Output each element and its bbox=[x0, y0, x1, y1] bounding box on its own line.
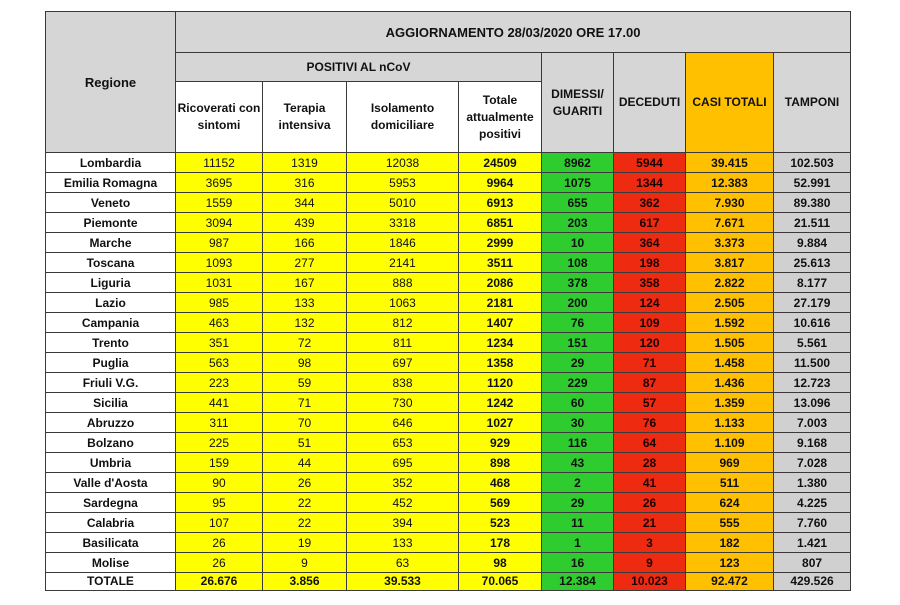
table-row bbox=[46, 473, 851, 493]
cell-casi-totali: 1.505 bbox=[686, 333, 774, 353]
cell-deceduti: 358 bbox=[614, 273, 686, 293]
cell-ricoverati: 3695 bbox=[176, 173, 263, 193]
cell-dimessi: 60 bbox=[542, 393, 614, 413]
cell-totale-positivi: 1120 bbox=[459, 373, 542, 393]
cell-isolamento: 394 bbox=[347, 513, 459, 533]
cell-dimessi: 11 bbox=[542, 513, 614, 533]
cell-terapia: 72 bbox=[263, 333, 347, 353]
cell-region: Campania bbox=[46, 313, 176, 333]
cell-totale-positivi: 1242 bbox=[459, 393, 542, 413]
cell-ricoverati: 11152 bbox=[176, 153, 263, 173]
cell-region: Lombardia bbox=[46, 153, 176, 173]
cell-casi-totali: 7.930 bbox=[686, 193, 774, 213]
cell-totale-positivi: 929 bbox=[459, 433, 542, 453]
cell-terapia: 344 bbox=[263, 193, 347, 213]
cell-ricoverati: 987 bbox=[176, 233, 263, 253]
cell-totale-positivi: 1407 bbox=[459, 313, 542, 333]
cell-isolamento: 646 bbox=[347, 413, 459, 433]
cell-terapia: 167 bbox=[263, 273, 347, 293]
cell-totale-positivi: 3511 bbox=[459, 253, 542, 273]
cell-ricoverati: 1093 bbox=[176, 253, 263, 273]
cell-terapia: 132 bbox=[263, 313, 347, 333]
cell-deceduti: 364 bbox=[614, 233, 686, 253]
cell-deceduti: 21 bbox=[614, 513, 686, 533]
cell-ricoverati: 26 bbox=[176, 533, 263, 553]
cell-terapia: 316 bbox=[263, 173, 347, 193]
cell-deceduti: 26 bbox=[614, 493, 686, 513]
cell-totale-positivi: 2999 bbox=[459, 233, 542, 253]
table-row bbox=[46, 553, 851, 573]
cell-tamponi: 7.760 bbox=[774, 513, 851, 533]
cell-casi-totali: 3.373 bbox=[686, 233, 774, 253]
cell-terapia: 70 bbox=[263, 413, 347, 433]
cell-region: Trento bbox=[46, 333, 176, 353]
covid-regions-table bbox=[45, 11, 851, 591]
cell-terapia: 51 bbox=[263, 433, 347, 453]
total-row bbox=[46, 573, 851, 591]
cell-tamponi: 11.500 bbox=[774, 353, 851, 373]
cell-totale-positivi: 523 bbox=[459, 513, 542, 533]
cell-deceduti: 9 bbox=[614, 553, 686, 573]
cell-casi-totali: 1.359 bbox=[686, 393, 774, 413]
cell-dimessi: 43 bbox=[542, 453, 614, 473]
cell-region: Puglia bbox=[46, 353, 176, 373]
table-row bbox=[46, 193, 851, 213]
cell-ricoverati: 225 bbox=[176, 433, 263, 453]
cell-isolamento: 352 bbox=[347, 473, 459, 493]
cell-ricoverati: 107 bbox=[176, 513, 263, 533]
cell-totale-positivi: 569 bbox=[459, 493, 542, 513]
update-title: AGGIORNAMENTO 28/03/2020 ORE 17.00 bbox=[176, 12, 851, 53]
cell-ricoverati: 26 bbox=[176, 553, 263, 573]
total-cell-totale-positivi: 70.065 bbox=[459, 573, 542, 591]
cell-tamponi: 5.561 bbox=[774, 333, 851, 353]
cell-dimessi: 1 bbox=[542, 533, 614, 553]
cell-region: Sicilia bbox=[46, 393, 176, 413]
cell-terapia: 1319 bbox=[263, 153, 347, 173]
cell-dimessi: 2 bbox=[542, 473, 614, 493]
cell-dimessi: 203 bbox=[542, 213, 614, 233]
cell-casi-totali: 182 bbox=[686, 533, 774, 553]
cell-ricoverati: 90 bbox=[176, 473, 263, 493]
cell-dimessi: 29 bbox=[542, 493, 614, 513]
cell-dimessi: 76 bbox=[542, 313, 614, 333]
cell-region: Lazio bbox=[46, 293, 176, 313]
total-cell-casi-totali: 92.472 bbox=[686, 573, 774, 591]
cell-ricoverati: 3094 bbox=[176, 213, 263, 233]
cell-region: Emilia Romagna bbox=[46, 173, 176, 193]
cell-ricoverati: 463 bbox=[176, 313, 263, 333]
cell-region: Bolzano bbox=[46, 433, 176, 453]
cell-deceduti: 124 bbox=[614, 293, 686, 313]
cell-casi-totali: 1.109 bbox=[686, 433, 774, 453]
cell-terapia: 133 bbox=[263, 293, 347, 313]
cell-casi-totali: 624 bbox=[686, 493, 774, 513]
cell-ricoverati: 441 bbox=[176, 393, 263, 413]
header-totale-positivi: Totale attualmente positivi bbox=[459, 82, 542, 153]
cell-casi-totali: 1.436 bbox=[686, 373, 774, 393]
cell-totale-positivi: 6913 bbox=[459, 193, 542, 213]
header-tamponi: TAMPONI bbox=[774, 53, 851, 153]
cell-tamponi: 7.028 bbox=[774, 453, 851, 473]
table-row bbox=[46, 293, 851, 313]
cell-dimessi: 108 bbox=[542, 253, 614, 273]
cell-deceduti: 617 bbox=[614, 213, 686, 233]
cell-isolamento: 888 bbox=[347, 273, 459, 293]
cell-region: Basilicata bbox=[46, 533, 176, 553]
covid-table-container bbox=[45, 11, 851, 591]
cell-tamponi: 13.096 bbox=[774, 393, 851, 413]
cell-deceduti: 87 bbox=[614, 373, 686, 393]
cell-casi-totali: 12.383 bbox=[686, 173, 774, 193]
cell-terapia: 22 bbox=[263, 493, 347, 513]
cell-terapia: 59 bbox=[263, 373, 347, 393]
cell-ricoverati: 563 bbox=[176, 353, 263, 373]
cell-tamponi: 8.177 bbox=[774, 273, 851, 293]
table-row bbox=[46, 353, 851, 373]
cell-tamponi: 807 bbox=[774, 553, 851, 573]
cell-dimessi: 378 bbox=[542, 273, 614, 293]
table-row bbox=[46, 513, 851, 533]
cell-deceduti: 41 bbox=[614, 473, 686, 493]
cell-region: Molise bbox=[46, 553, 176, 573]
cell-tamponi: 10.616 bbox=[774, 313, 851, 333]
cell-isolamento: 12038 bbox=[347, 153, 459, 173]
cell-isolamento: 2141 bbox=[347, 253, 459, 273]
cell-dimessi: 200 bbox=[542, 293, 614, 313]
cell-region: Marche bbox=[46, 233, 176, 253]
cell-casi-totali: 1.592 bbox=[686, 313, 774, 333]
cell-region: Liguria bbox=[46, 273, 176, 293]
cell-tamponi: 21.511 bbox=[774, 213, 851, 233]
cell-totale-positivi: 178 bbox=[459, 533, 542, 553]
header-terapia: Terapia intensiva bbox=[263, 82, 347, 153]
cell-casi-totali: 1.458 bbox=[686, 353, 774, 373]
table-row bbox=[46, 273, 851, 293]
cell-isolamento: 812 bbox=[347, 313, 459, 333]
total-cell-ricoverati: 26.676 bbox=[176, 573, 263, 591]
cell-region: Calabria bbox=[46, 513, 176, 533]
cell-isolamento: 133 bbox=[347, 533, 459, 553]
cell-region: Piemonte bbox=[46, 213, 176, 233]
cell-casi-totali: 123 bbox=[686, 553, 774, 573]
cell-casi-totali: 1.133 bbox=[686, 413, 774, 433]
cell-deceduti: 120 bbox=[614, 333, 686, 353]
cell-tamponi: 102.503 bbox=[774, 153, 851, 173]
cell-ricoverati: 1559 bbox=[176, 193, 263, 213]
cell-totale-positivi: 24509 bbox=[459, 153, 542, 173]
cell-dimessi: 655 bbox=[542, 193, 614, 213]
cell-dimessi: 16 bbox=[542, 553, 614, 573]
cell-terapia: 277 bbox=[263, 253, 347, 273]
table-row bbox=[46, 533, 851, 553]
cell-totale-positivi: 2181 bbox=[459, 293, 542, 313]
cell-casi-totali: 555 bbox=[686, 513, 774, 533]
header-isolamento: Isolamento domiciliare bbox=[347, 82, 459, 153]
cell-dimessi: 229 bbox=[542, 373, 614, 393]
cell-totale-positivi: 1027 bbox=[459, 413, 542, 433]
cell-ricoverati: 985 bbox=[176, 293, 263, 313]
cell-deceduti: 76 bbox=[614, 413, 686, 433]
cell-dimessi: 116 bbox=[542, 433, 614, 453]
cell-tamponi: 12.723 bbox=[774, 373, 851, 393]
cell-isolamento: 452 bbox=[347, 493, 459, 513]
cell-totale-positivi: 898 bbox=[459, 453, 542, 473]
cell-tamponi: 1.380 bbox=[774, 473, 851, 493]
table-row bbox=[46, 333, 851, 353]
total-cell-dimessi: 12.384 bbox=[542, 573, 614, 591]
cell-deceduti: 64 bbox=[614, 433, 686, 453]
positivi-group-header: POSITIVI AL nCoV bbox=[176, 53, 542, 82]
cell-dimessi: 1075 bbox=[542, 173, 614, 193]
cell-deceduti: 28 bbox=[614, 453, 686, 473]
cell-region: Veneto bbox=[46, 193, 176, 213]
table-row bbox=[46, 213, 851, 233]
cell-isolamento: 653 bbox=[347, 433, 459, 453]
cell-casi-totali: 511 bbox=[686, 473, 774, 493]
cell-terapia: 44 bbox=[263, 453, 347, 473]
header-ricoverati: Ricoverati con sintomi bbox=[176, 82, 263, 153]
header-casi-totali: CASI TOTALI bbox=[686, 53, 774, 153]
table-row bbox=[46, 453, 851, 473]
cell-ricoverati: 351 bbox=[176, 333, 263, 353]
cell-isolamento: 5010 bbox=[347, 193, 459, 213]
cell-terapia: 98 bbox=[263, 353, 347, 373]
cell-isolamento: 1846 bbox=[347, 233, 459, 253]
cell-ricoverati: 311 bbox=[176, 413, 263, 433]
total-cell-region: TOTALE bbox=[46, 573, 176, 591]
cell-terapia: 439 bbox=[263, 213, 347, 233]
header-region: Regione bbox=[46, 12, 176, 153]
cell-dimessi: 29 bbox=[542, 353, 614, 373]
cell-deceduti: 109 bbox=[614, 313, 686, 333]
cell-ricoverati: 1031 bbox=[176, 273, 263, 293]
cell-tamponi: 4.225 bbox=[774, 493, 851, 513]
cell-region: Valle d'Aosta bbox=[46, 473, 176, 493]
table-row bbox=[46, 253, 851, 273]
cell-casi-totali: 3.817 bbox=[686, 253, 774, 273]
table-row bbox=[46, 433, 851, 453]
cell-deceduti: 1344 bbox=[614, 173, 686, 193]
cell-tamponi: 52.991 bbox=[774, 173, 851, 193]
cell-casi-totali: 2.505 bbox=[686, 293, 774, 313]
total-cell-deceduti: 10.023 bbox=[614, 573, 686, 591]
total-cell-tamponi: 429.526 bbox=[774, 573, 851, 591]
cell-isolamento: 730 bbox=[347, 393, 459, 413]
cell-dimessi: 30 bbox=[542, 413, 614, 433]
cell-isolamento: 838 bbox=[347, 373, 459, 393]
cell-region: Friuli V.G. bbox=[46, 373, 176, 393]
cell-region: Abruzzo bbox=[46, 413, 176, 433]
cell-isolamento: 811 bbox=[347, 333, 459, 353]
cell-casi-totali: 7.671 bbox=[686, 213, 774, 233]
cell-ricoverati: 223 bbox=[176, 373, 263, 393]
table-row bbox=[46, 493, 851, 513]
cell-isolamento: 697 bbox=[347, 353, 459, 373]
cell-terapia: 9 bbox=[263, 553, 347, 573]
table-row bbox=[46, 393, 851, 413]
cell-deceduti: 3 bbox=[614, 533, 686, 553]
cell-deceduti: 57 bbox=[614, 393, 686, 413]
cell-deceduti: 5944 bbox=[614, 153, 686, 173]
cell-totale-positivi: 98 bbox=[459, 553, 542, 573]
cell-casi-totali: 39.415 bbox=[686, 153, 774, 173]
cell-ricoverati: 159 bbox=[176, 453, 263, 473]
table-row bbox=[46, 153, 851, 173]
cell-totale-positivi: 1234 bbox=[459, 333, 542, 353]
cell-terapia: 166 bbox=[263, 233, 347, 253]
table-row bbox=[46, 373, 851, 393]
table-body bbox=[46, 153, 851, 591]
cell-casi-totali: 2.822 bbox=[686, 273, 774, 293]
table-row bbox=[46, 413, 851, 433]
cell-dimessi: 8962 bbox=[542, 153, 614, 173]
table-row bbox=[46, 313, 851, 333]
cell-isolamento: 695 bbox=[347, 453, 459, 473]
cell-tamponi: 9.168 bbox=[774, 433, 851, 453]
header-deceduti: DECEDUTI bbox=[614, 53, 686, 153]
cell-totale-positivi: 9964 bbox=[459, 173, 542, 193]
cell-isolamento: 1063 bbox=[347, 293, 459, 313]
cell-tamponi: 9.884 bbox=[774, 233, 851, 253]
table-row bbox=[46, 173, 851, 193]
cell-dimessi: 151 bbox=[542, 333, 614, 353]
cell-isolamento: 63 bbox=[347, 553, 459, 573]
cell-region: Umbria bbox=[46, 453, 176, 473]
cell-totale-positivi: 468 bbox=[459, 473, 542, 493]
cell-dimessi: 10 bbox=[542, 233, 614, 253]
cell-tamponi: 89.380 bbox=[774, 193, 851, 213]
cell-isolamento: 3318 bbox=[347, 213, 459, 233]
cell-isolamento: 5953 bbox=[347, 173, 459, 193]
cell-totale-positivi: 1358 bbox=[459, 353, 542, 373]
cell-region: Sardegna bbox=[46, 493, 176, 513]
cell-region: Toscana bbox=[46, 253, 176, 273]
cell-totale-positivi: 6851 bbox=[459, 213, 542, 233]
cell-deceduti: 71 bbox=[614, 353, 686, 373]
cell-tamponi: 27.179 bbox=[774, 293, 851, 313]
table-row bbox=[46, 233, 851, 253]
cell-terapia: 71 bbox=[263, 393, 347, 413]
cell-terapia: 19 bbox=[263, 533, 347, 553]
cell-tamponi: 1.421 bbox=[774, 533, 851, 553]
cell-tamponi: 25.613 bbox=[774, 253, 851, 273]
cell-terapia: 26 bbox=[263, 473, 347, 493]
cell-deceduti: 198 bbox=[614, 253, 686, 273]
cell-ricoverati: 95 bbox=[176, 493, 263, 513]
total-cell-isolamento: 39.533 bbox=[347, 573, 459, 591]
cell-tamponi: 7.003 bbox=[774, 413, 851, 433]
header-dimessi: DIMESSI/ GUARITI bbox=[542, 53, 614, 153]
cell-terapia: 22 bbox=[263, 513, 347, 533]
cell-casi-totali: 969 bbox=[686, 453, 774, 473]
cell-totale-positivi: 2086 bbox=[459, 273, 542, 293]
total-cell-terapia: 3.856 bbox=[263, 573, 347, 591]
cell-deceduti: 362 bbox=[614, 193, 686, 213]
